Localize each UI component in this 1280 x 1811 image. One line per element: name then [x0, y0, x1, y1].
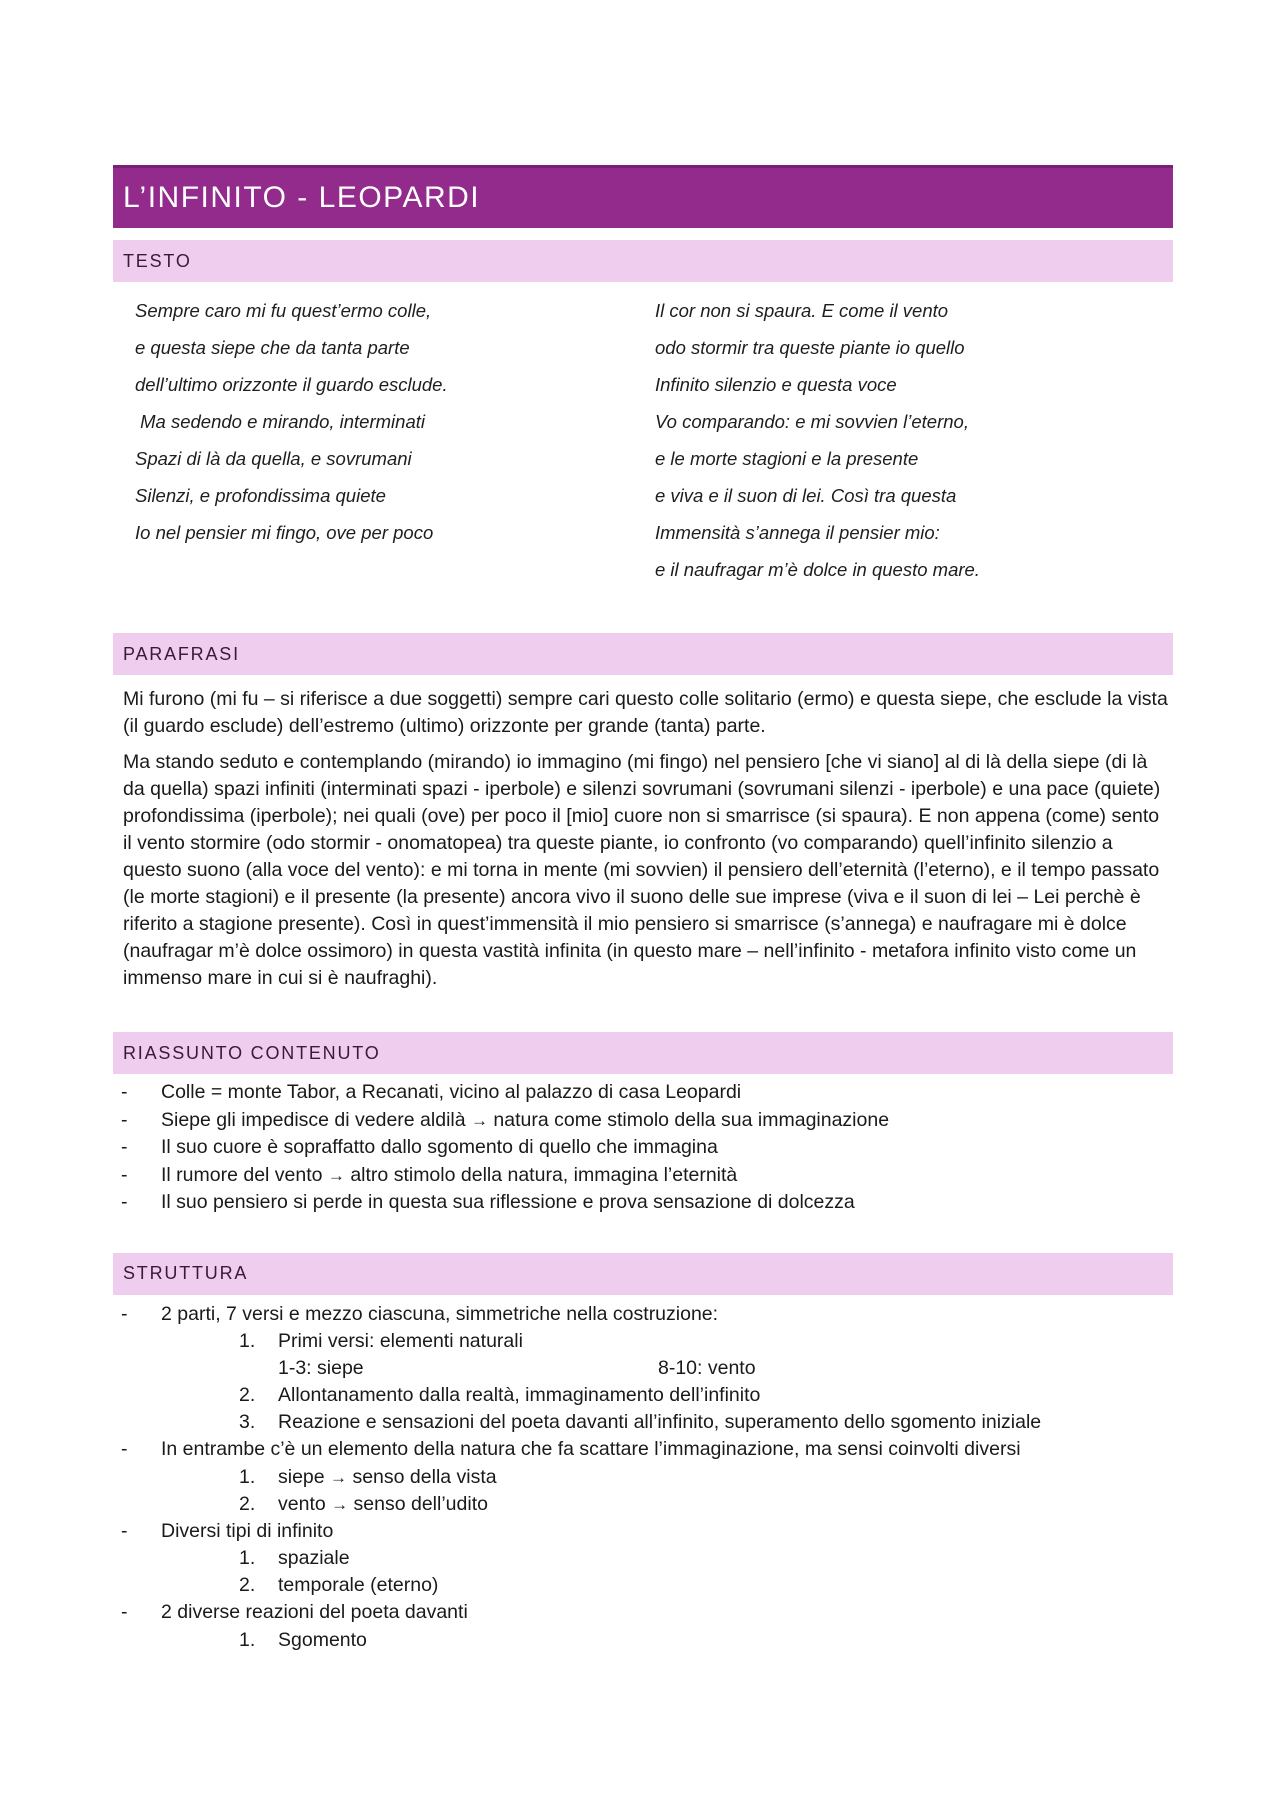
dash-bullet: -: [121, 1438, 128, 1460]
list-item-text: Colle = monte Tabor, a Recanati, vicino al palazzo di casa Leopardi: [161, 1081, 742, 1103]
poem-line: Sempre caro mi fu quest’ermo colle,: [135, 300, 432, 321]
number-marker: 1.: [239, 1547, 256, 1569]
summary-list: [113, 1079, 1173, 1217]
dash-bullet: -: [121, 1108, 128, 1131]
number-marker: 2.: [239, 1492, 256, 1515]
dash-bullet: -: [121, 1601, 128, 1623]
poem-line: e questa siepe che da tanta parte: [135, 337, 410, 358]
list-item-text: Il rumore del vento: [161, 1163, 328, 1186]
list-item: [113, 1599, 1173, 1627]
dash-bullet: -: [121, 1191, 128, 1213]
list-item-text: Il suo cuore è sopraffatto dallo sgomento di quello che immagina: [161, 1136, 718, 1158]
document-title: L’INFINITO - LEOPARDI: [113, 165, 1173, 228]
numbered-item: [113, 1572, 1173, 1599]
dash-bullet: -: [121, 1163, 128, 1186]
list-item: [113, 1301, 1173, 1329]
number-marker: 1.: [239, 1465, 256, 1488]
arrow-right-icon: →: [327, 1165, 345, 1185]
poem-column-right: [655, 292, 980, 588]
number-marker: 2.: [239, 1384, 256, 1406]
document-page: [113, 165, 1173, 1654]
poem-line: Infinito silenzio e questa voce: [655, 374, 897, 395]
poem-text: [113, 292, 1173, 622]
number-marker: 1.: [239, 1628, 256, 1651]
list-item: [113, 1189, 1173, 1217]
paraphrase-paragraph: Ma stando seduto e contemplando (mirando) io immagino (mi fingo) nel pensiero [che vi siano] al di là della siepe (di là da quella) spazi infiniti (interminati spazi - iperbole) e silenzi sovrumani (sovrumani silenzi - iperbole) e una pace (quiete) profondissima (iperbole); nei quali (ove) per poco il [mio] cuore non si smarrisce (si spaura). E non appena (come) sento il vento stormire (odo stormir - onomatopea) tra queste piante, io confronto (vo comparando) quell’infinito silenzio a questo suono (alla voce del vento): e mi torna in mente (mi sovvien) il pensiero dell’eternità (l’eterno), e il tempo passato (le morte stagioni) e il presente (la presente) ancora vivo il suono delle sue imprese (viva e il suon di lei – Lei perchè è riferito a stagione presente). Così in quest’immensità il mio pensiero si smarrisce (s’annega) e naufragare mi è dolce (naufragar m’è dolce ossimoro) in questa vastità infinita (in questo mare – nell’infinito - metafora infinito visto come un immenso mare in cui si è naufraghi).: [123, 751, 1161, 989]
poem-line: Immensità s’annega il pensier mio:: [655, 522, 940, 543]
list-item-text: Reazione e sensazioni del poeta davanti all’infinito, superamento dello sgomento iniziale: [278, 1411, 1042, 1433]
list-item-text: siepe: [278, 1465, 331, 1488]
list-item-text: spaziale: [278, 1547, 350, 1569]
poem-column-left: [135, 292, 448, 551]
list-item-text: Sgomento: [278, 1628, 367, 1651]
poem-line: Silenzi, e profondissima quiete: [135, 485, 386, 506]
list-item: [113, 1079, 1173, 1107]
list-item-text: Diversi tipi di infinito: [161, 1519, 334, 1542]
dash-bullet: -: [121, 1136, 128, 1158]
numbered-item: [113, 1382, 1173, 1409]
list-item-text: altro stimolo della natura, immagina l’eternità: [344, 1163, 738, 1186]
poem-line: Io nel pensier mi fingo, ove per poco: [135, 522, 434, 543]
numbered-item: [113, 1409, 1173, 1436]
list-item-text: Allontanamento dalla realtà, immaginamento dell’infinito: [278, 1384, 761, 1406]
poem-line: Ma sedendo e mirando, interminati: [135, 411, 425, 432]
paraphrase-paragraph: Mi furono (mi fu – si riferisce a due soggetti) sempre cari questo colle solitario (ermo) e questa siepe, che esclude la vista (il guardo esclude) dell’estremo (ultimo) orizzonte per grande (tanta) parte.: [123, 688, 1168, 737]
list-item-text: 2 parti, 7 versi e mezzo ciascuna, simmetriche nella costruzione:: [161, 1302, 719, 1325]
numbered-item: [113, 1627, 1173, 1654]
number-marker: 3.: [239, 1411, 256, 1433]
list-item-text: vento: [278, 1492, 332, 1515]
poem-line: e viva e il suon di lei. Così tra questa: [655, 485, 957, 506]
number-marker: 2.: [239, 1574, 256, 1596]
list-item-text: senso dell’udito: [348, 1492, 488, 1515]
dash-bullet: -: [121, 1302, 128, 1325]
numbered-item: [113, 1328, 1173, 1355]
numbered-item: [113, 1491, 1173, 1518]
poem-line: e il naufragar m’è dolce in questo mare.: [655, 559, 980, 580]
list-item: [113, 1518, 1173, 1546]
verse-range-left: 1-3: siepe: [278, 1357, 364, 1379]
numbered-item: [113, 1545, 1173, 1572]
poem-line: Il cor non si spaura. E come il vento: [655, 300, 949, 321]
number-marker: 1.: [239, 1330, 256, 1352]
list-item-text: Siepe gli impedisce di vedere aldilà: [161, 1108, 472, 1131]
poem-line: e le morte stagioni e la presente: [655, 448, 919, 469]
structure-list: [113, 1301, 1173, 1654]
list-item: [113, 1107, 1173, 1135]
list-item-text: temporale (eterno): [278, 1574, 439, 1596]
list-item: [113, 1162, 1173, 1190]
arrow-right-icon: →: [471, 1110, 489, 1130]
list-item: [113, 1134, 1173, 1162]
arrow-right-icon: →: [330, 1467, 348, 1487]
dash-bullet: -: [121, 1519, 128, 1542]
list-item-text: Il suo pensiero si perde in questa sua riflessione e prova sensazione di dolcezza: [161, 1191, 855, 1213]
section-header-testo: TESTO: [113, 240, 1173, 282]
list-item-text: natura come stimolo della sua immaginazione: [488, 1108, 890, 1131]
list-item-text: In entrambe c’è un elemento della natura che fa scattare l’immaginazione, ma sensi coinvolti diversi: [161, 1438, 1021, 1460]
list-item-text: senso della vista: [347, 1465, 497, 1488]
verse-range-right: 8-10: vento: [658, 1357, 756, 1379]
poem-line: dell’ultimo orizzonte il guardo esclude.: [135, 374, 448, 395]
poem-line: Spazi di là da quella, e sovrumani: [135, 448, 412, 469]
list-item-text: 2 diverse reazioni del poeta davanti: [161, 1601, 468, 1623]
poem-line: odo stormir tra queste piante io quello: [655, 337, 965, 358]
section-header-riassunto: RIASSUNTO CONTENUTO: [113, 1032, 1173, 1074]
numbered-item: [113, 1464, 1173, 1491]
poem-line: Vo comparando: e mi sovvien l’eterno,: [655, 411, 969, 432]
dash-bullet: -: [121, 1081, 128, 1103]
verse-ranges: [113, 1355, 1173, 1382]
arrow-right-icon: →: [331, 1494, 349, 1514]
list-item: [113, 1436, 1173, 1464]
section-header-struttura: STRUTTURA: [113, 1253, 1173, 1295]
list-item-text: Primi versi: elementi naturali: [278, 1330, 523, 1352]
section-header-parafrasi: PARAFRASI: [113, 633, 1173, 675]
